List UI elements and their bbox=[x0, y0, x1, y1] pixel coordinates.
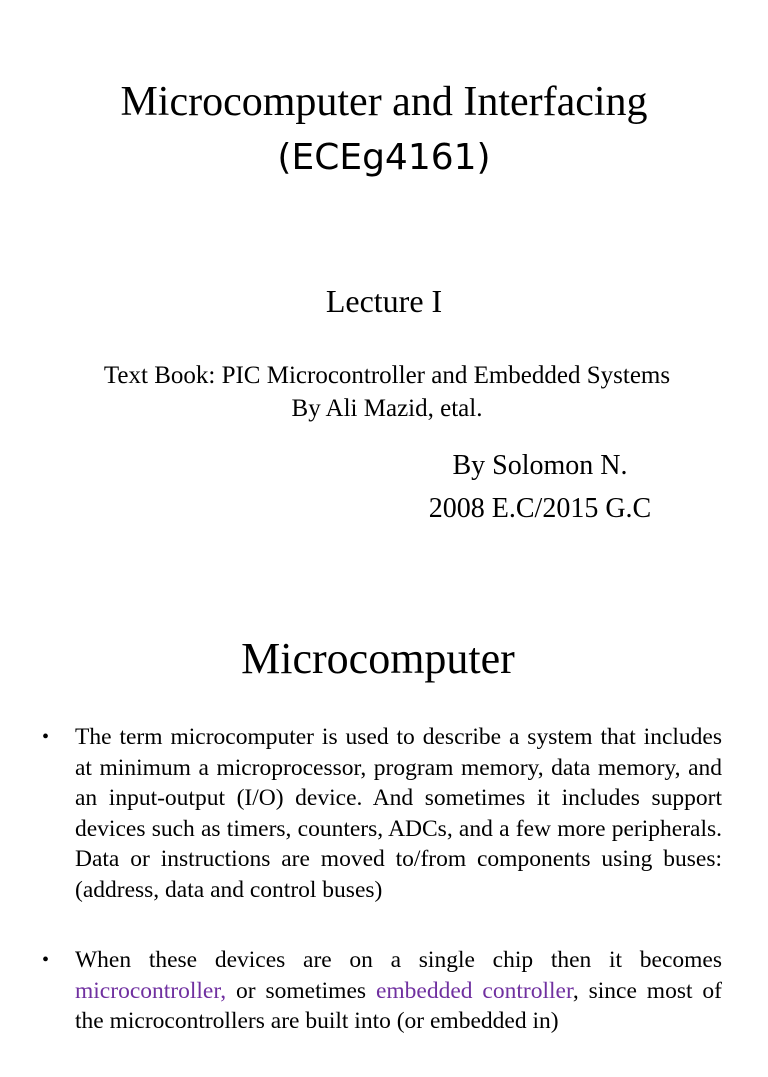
textbook-reference bbox=[0, 359, 768, 425]
date-label: 2008 E.C/2015 G.C bbox=[428, 493, 652, 524]
bullet-text-middle: or sometimes bbox=[226, 977, 376, 1004]
bullet-item bbox=[42, 945, 722, 1037]
slide-heading: Microcomputer bbox=[241, 634, 515, 683]
textbook-authors: By Ali Mazid, etal. bbox=[291, 395, 483, 422]
slide-title: Microcomputer and Interfacing bbox=[120, 79, 648, 125]
bullet-text: The term microcomputer is used to describe a system that includes at minimum a microprocessor, program memory, data memory, and an input-output (I/O) device. And sometimes it includes support devices such as timers, counters, ADCs, and a few more peripherals. Data or instructions are moved to/from components using buses: (address, data and control buses) bbox=[75, 724, 722, 903]
content-slide bbox=[0, 600, 768, 1034]
bullet-icon: • bbox=[42, 949, 50, 971]
lecture-label: Lecture I bbox=[325, 283, 443, 319]
author-name: By Solomon N. bbox=[452, 450, 628, 481]
bullet-icon: • bbox=[42, 726, 50, 748]
bullet-text-start: When these devices are on a single chip then it becomes bbox=[75, 947, 722, 973]
author-block bbox=[404, 444, 676, 530]
term-microcontroller: microcontroller, bbox=[75, 977, 227, 1004]
bullet-list bbox=[42, 722, 722, 1077]
bullet-text-end: , since most of the microcontrollers are built into (or embedded in) bbox=[75, 977, 722, 1034]
bullet-item bbox=[42, 722, 722, 905]
course-code: (ECEg4161) bbox=[277, 137, 491, 178]
term-embedded-controller: embedded controller bbox=[375, 977, 573, 1004]
textbook-title: Text Book: PIC Microcontroller and Embedded Systems bbox=[103, 362, 671, 389]
